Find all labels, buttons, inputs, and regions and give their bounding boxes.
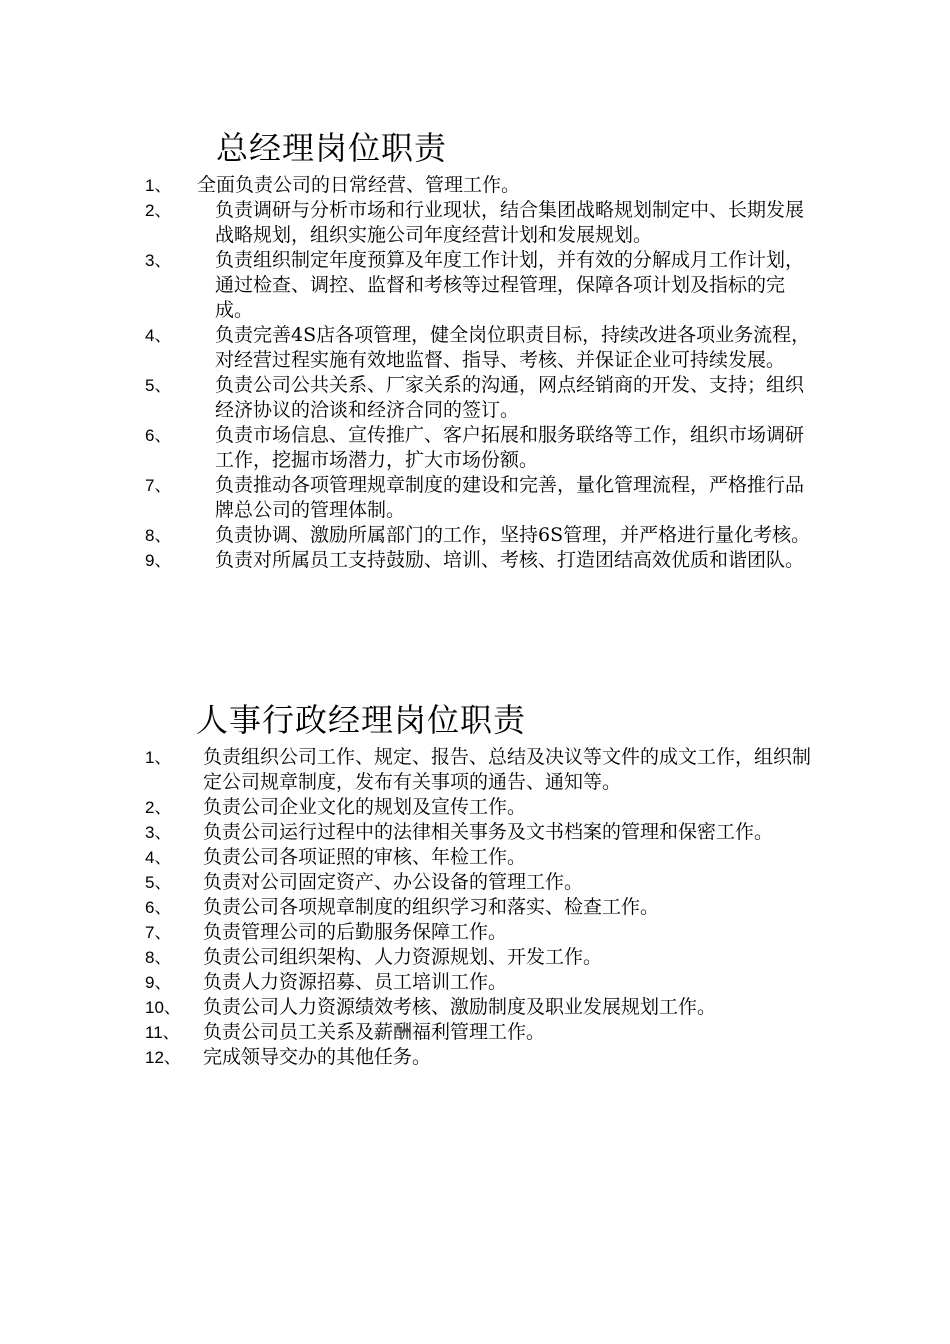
item-text: 负责公司运行过程中的法律相关事务及文书档案的管理和保密工作。 <box>203 821 774 843</box>
list-item <box>0 845 828 870</box>
item-text: 负责组织公司工作、规定、报告、总结及决议等文件的成文工作，组织制定公司规章制度，发布有关事项的通告、通知等。 <box>203 746 812 793</box>
item-number: 7、 <box>145 923 172 942</box>
item-text: 负责完善4S店各项管理，健全岗位职责目标，持续改进各项业务流程，对经营过程实施有效地监督、指导、考核、并保证企业可持续发展。 <box>215 324 811 371</box>
section-title-general-manager: 总经理岗位职责 <box>216 129 448 167</box>
list-item <box>0 423 815 473</box>
item-number: 8、 <box>145 948 172 967</box>
list-item <box>0 920 828 945</box>
item-number: 3、 <box>145 251 172 270</box>
list-item <box>0 323 815 373</box>
item-number: 7、 <box>145 476 172 495</box>
item-number: 2、 <box>145 201 172 220</box>
item-number: 8、 <box>145 526 172 545</box>
item-text: 完成领导交办的其他任务。 <box>203 1046 432 1068</box>
item-number: 12、 <box>145 1048 181 1067</box>
list-item <box>0 473 815 523</box>
list-item <box>0 523 815 548</box>
duty-list-general-manager <box>0 173 815 573</box>
item-text: 负责公司公共关系、厂家关系的沟通，网点经销商的开发、支持；组织经济协议的洽谈和经济合同的签订。 <box>215 374 805 421</box>
item-number: 5、 <box>145 376 172 395</box>
item-text: 负责公司员工关系及薪酬福利管理工作。 <box>203 1021 546 1043</box>
item-text: 负责组织制定年度预算及年度工作计划，并有效的分解成月工作计划，通过检查、调控、监督和考核等过程管理，保障各项计划及指标的完成。 <box>215 249 805 321</box>
list-item <box>0 795 828 820</box>
item-number: 5、 <box>145 873 172 892</box>
item-number: 4、 <box>145 326 172 345</box>
item-text: 全面负责公司的日常经营、管理工作。 <box>197 174 521 196</box>
list-item <box>0 995 828 1020</box>
list-item <box>0 745 828 795</box>
list-item <box>0 1020 828 1045</box>
item-text: 负责公司组织架构、人力资源规划、开发工作。 <box>203 946 603 968</box>
item-number: 6、 <box>145 898 172 917</box>
list-item <box>0 198 815 248</box>
item-number: 2、 <box>145 798 172 817</box>
list-item <box>0 548 815 573</box>
list-item <box>0 1045 828 1070</box>
item-number: 1、 <box>145 176 172 195</box>
item-number: 9、 <box>145 973 172 992</box>
item-number: 4、 <box>145 848 172 867</box>
item-text: 负责公司各项规章制度的组织学习和落实、检查工作。 <box>203 896 660 918</box>
item-number: 6、 <box>145 426 172 445</box>
item-text: 负责市场信息、宣传推广、客户拓展和服务联络等工作，组织市场调研工作，挖掘市场潜力，扩大市场份额。 <box>215 424 805 471</box>
duty-list-hr-admin-manager <box>0 745 828 1070</box>
list-item <box>0 895 828 920</box>
item-number: 1、 <box>145 748 172 767</box>
item-number: 3、 <box>145 823 172 842</box>
list-item <box>0 820 828 845</box>
item-text: 负责对所属员工支持鼓励、培训、考核、打造团结高效优质和谐团队。 <box>215 549 805 571</box>
list-item <box>0 248 815 323</box>
list-item <box>0 970 828 995</box>
item-number: 9、 <box>145 551 172 570</box>
list-item <box>0 945 828 970</box>
item-text: 负责公司各项证照的审核、年检工作。 <box>203 846 527 868</box>
item-text: 负责推动各项管理规章制度的建设和完善，量化管理流程，严格推行品牌总公司的管理体制。 <box>215 474 805 521</box>
item-text: 负责公司企业文化的规划及宣传工作。 <box>203 796 527 818</box>
list-item <box>0 173 815 198</box>
item-text: 负责人力资源招募、员工培训工作。 <box>203 971 508 993</box>
item-text: 负责调研与分析市场和行业现状，结合集团战略规划制定中、长期发展战略规划，组织实施公司年度经营计划和发展规划。 <box>215 199 805 246</box>
list-item <box>0 870 828 895</box>
item-text: 负责对公司固定资产、办公设备的管理工作。 <box>203 871 584 893</box>
item-text: 负责协调、激励所属部门的工作，坚持6S管理，并严格进行量化考核。 <box>215 524 811 546</box>
section-title-hr-admin-manager: 人事行政经理岗位职责 <box>196 701 527 739</box>
item-number: 10、 <box>145 998 181 1017</box>
item-number: 11、 <box>145 1023 180 1042</box>
item-text: 负责公司人力资源绩效考核、激励制度及职业发展规划工作。 <box>203 996 717 1018</box>
list-item <box>0 373 815 423</box>
item-text: 负责管理公司的后勤服务保障工作。 <box>203 921 508 943</box>
